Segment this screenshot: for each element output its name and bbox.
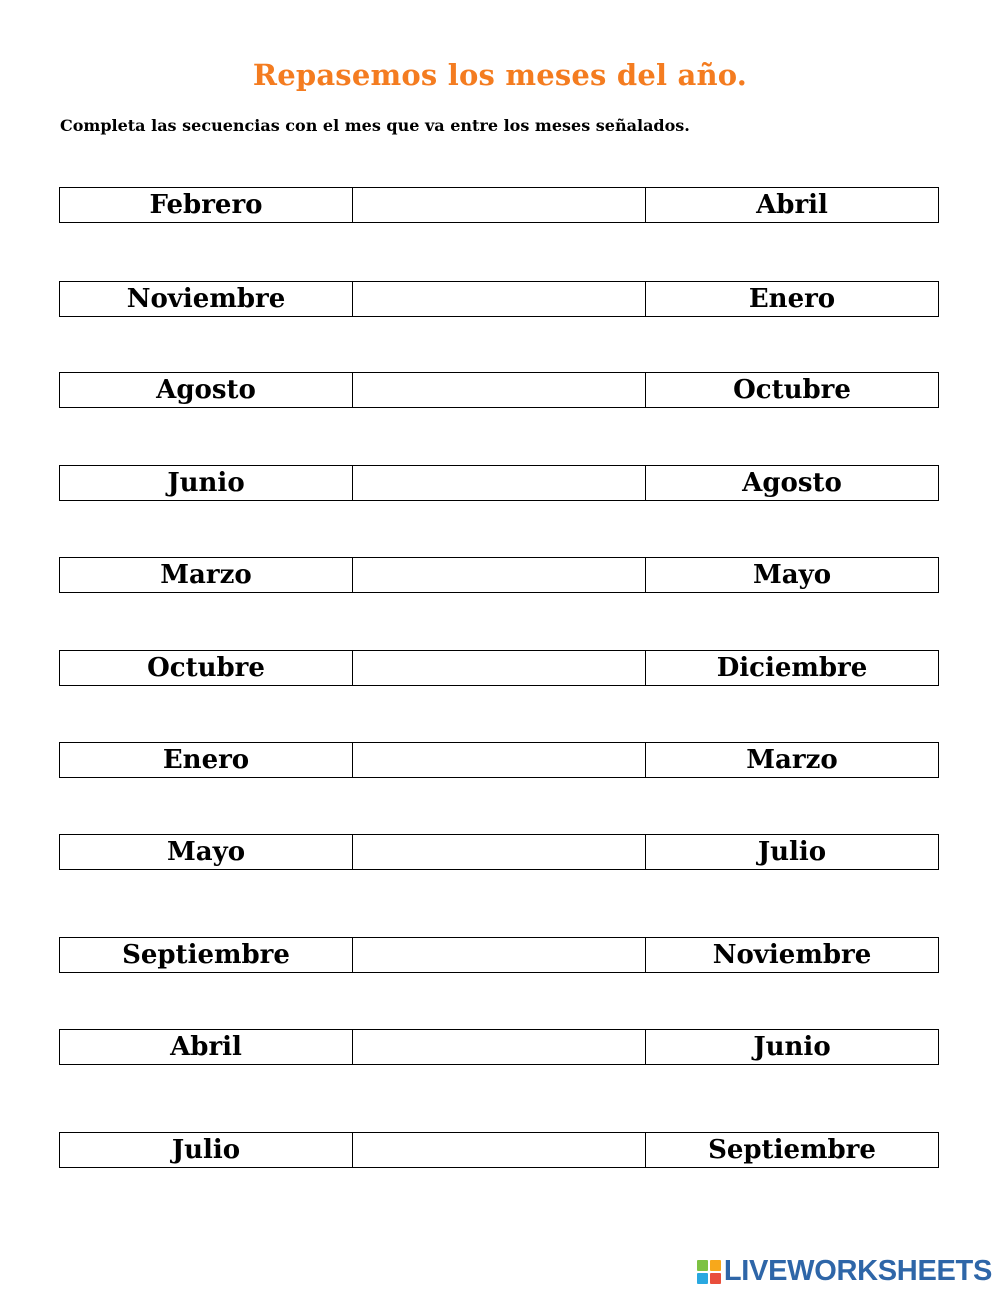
month-before: Febrero <box>149 190 263 220</box>
month-after: Mayo <box>752 560 832 590</box>
sequence-row <box>59 465 939 501</box>
sequence-row <box>59 281 939 317</box>
answer-cell[interactable] <box>352 835 646 869</box>
sequence-row <box>59 937 939 973</box>
answer-cell[interactable] <box>352 558 646 592</box>
answer-cell[interactable] <box>352 282 646 316</box>
answer-input[interactable] <box>353 1030 645 1064</box>
logo-block <box>697 1273 708 1284</box>
liveworksheets-branding <box>697 1255 992 1288</box>
answer-input[interactable] <box>353 743 645 777</box>
logo-block <box>710 1273 721 1284</box>
answer-input[interactable] <box>353 558 645 592</box>
month-before: Septiembre <box>122 940 290 970</box>
answer-input[interactable] <box>353 373 645 407</box>
month-before: Abril <box>170 1032 242 1062</box>
answer-input[interactable] <box>353 1133 645 1167</box>
sequence-row <box>59 742 939 778</box>
worksheet-title: Repasemos los meses del año. <box>252 58 748 92</box>
month-after: Marzo <box>746 745 838 775</box>
logo-block <box>710 1260 721 1271</box>
answer-cell[interactable] <box>352 651 646 685</box>
answer-cell[interactable] <box>352 1030 646 1064</box>
month-before: Mayo <box>166 837 246 867</box>
month-before: Junio <box>167 468 245 498</box>
answer-input[interactable] <box>353 938 645 972</box>
answer-cell[interactable] <box>352 466 646 500</box>
month-before: Enero <box>162 745 250 775</box>
answer-cell[interactable] <box>352 743 646 777</box>
sequence-row <box>59 187 939 223</box>
answer-cell[interactable] <box>352 188 646 222</box>
month-after: Junio <box>753 1032 831 1062</box>
month-after: Julio <box>757 837 827 867</box>
month-before: Marzo <box>160 560 252 590</box>
month-after: Enero <box>748 284 836 314</box>
month-after: Octubre <box>733 375 851 405</box>
answer-input[interactable] <box>353 466 645 500</box>
answer-input[interactable] <box>353 651 645 685</box>
sequence-row <box>59 372 939 408</box>
worksheet-instruction: Completa las secuencias con el mes que va entre los meses señalados. <box>60 116 690 135</box>
liveworksheets-logo-icon <box>697 1260 721 1284</box>
month-before: Noviembre <box>126 284 286 314</box>
brand-name: LIVEWORKSHEETS <box>723 1255 992 1287</box>
logo-block <box>697 1260 708 1271</box>
sequence-row <box>59 1132 939 1168</box>
month-after: Septiembre <box>708 1135 876 1165</box>
answer-input[interactable] <box>353 188 645 222</box>
month-before: Octubre <box>147 653 265 683</box>
month-after: Abril <box>756 190 828 220</box>
month-before: Agosto <box>156 375 256 405</box>
answer-cell[interactable] <box>352 373 646 407</box>
answer-input[interactable] <box>353 282 645 316</box>
month-after: Noviembre <box>712 940 872 970</box>
sequence-row <box>59 650 939 686</box>
sequence-row <box>59 1029 939 1065</box>
answer-cell[interactable] <box>352 1133 646 1167</box>
month-after: Agosto <box>742 468 842 498</box>
answer-input[interactable] <box>353 835 645 869</box>
month-before: Julio <box>171 1135 241 1165</box>
sequence-row <box>59 557 939 593</box>
sequence-row <box>59 834 939 870</box>
answer-cell[interactable] <box>352 938 646 972</box>
month-after: Diciembre <box>716 653 868 683</box>
